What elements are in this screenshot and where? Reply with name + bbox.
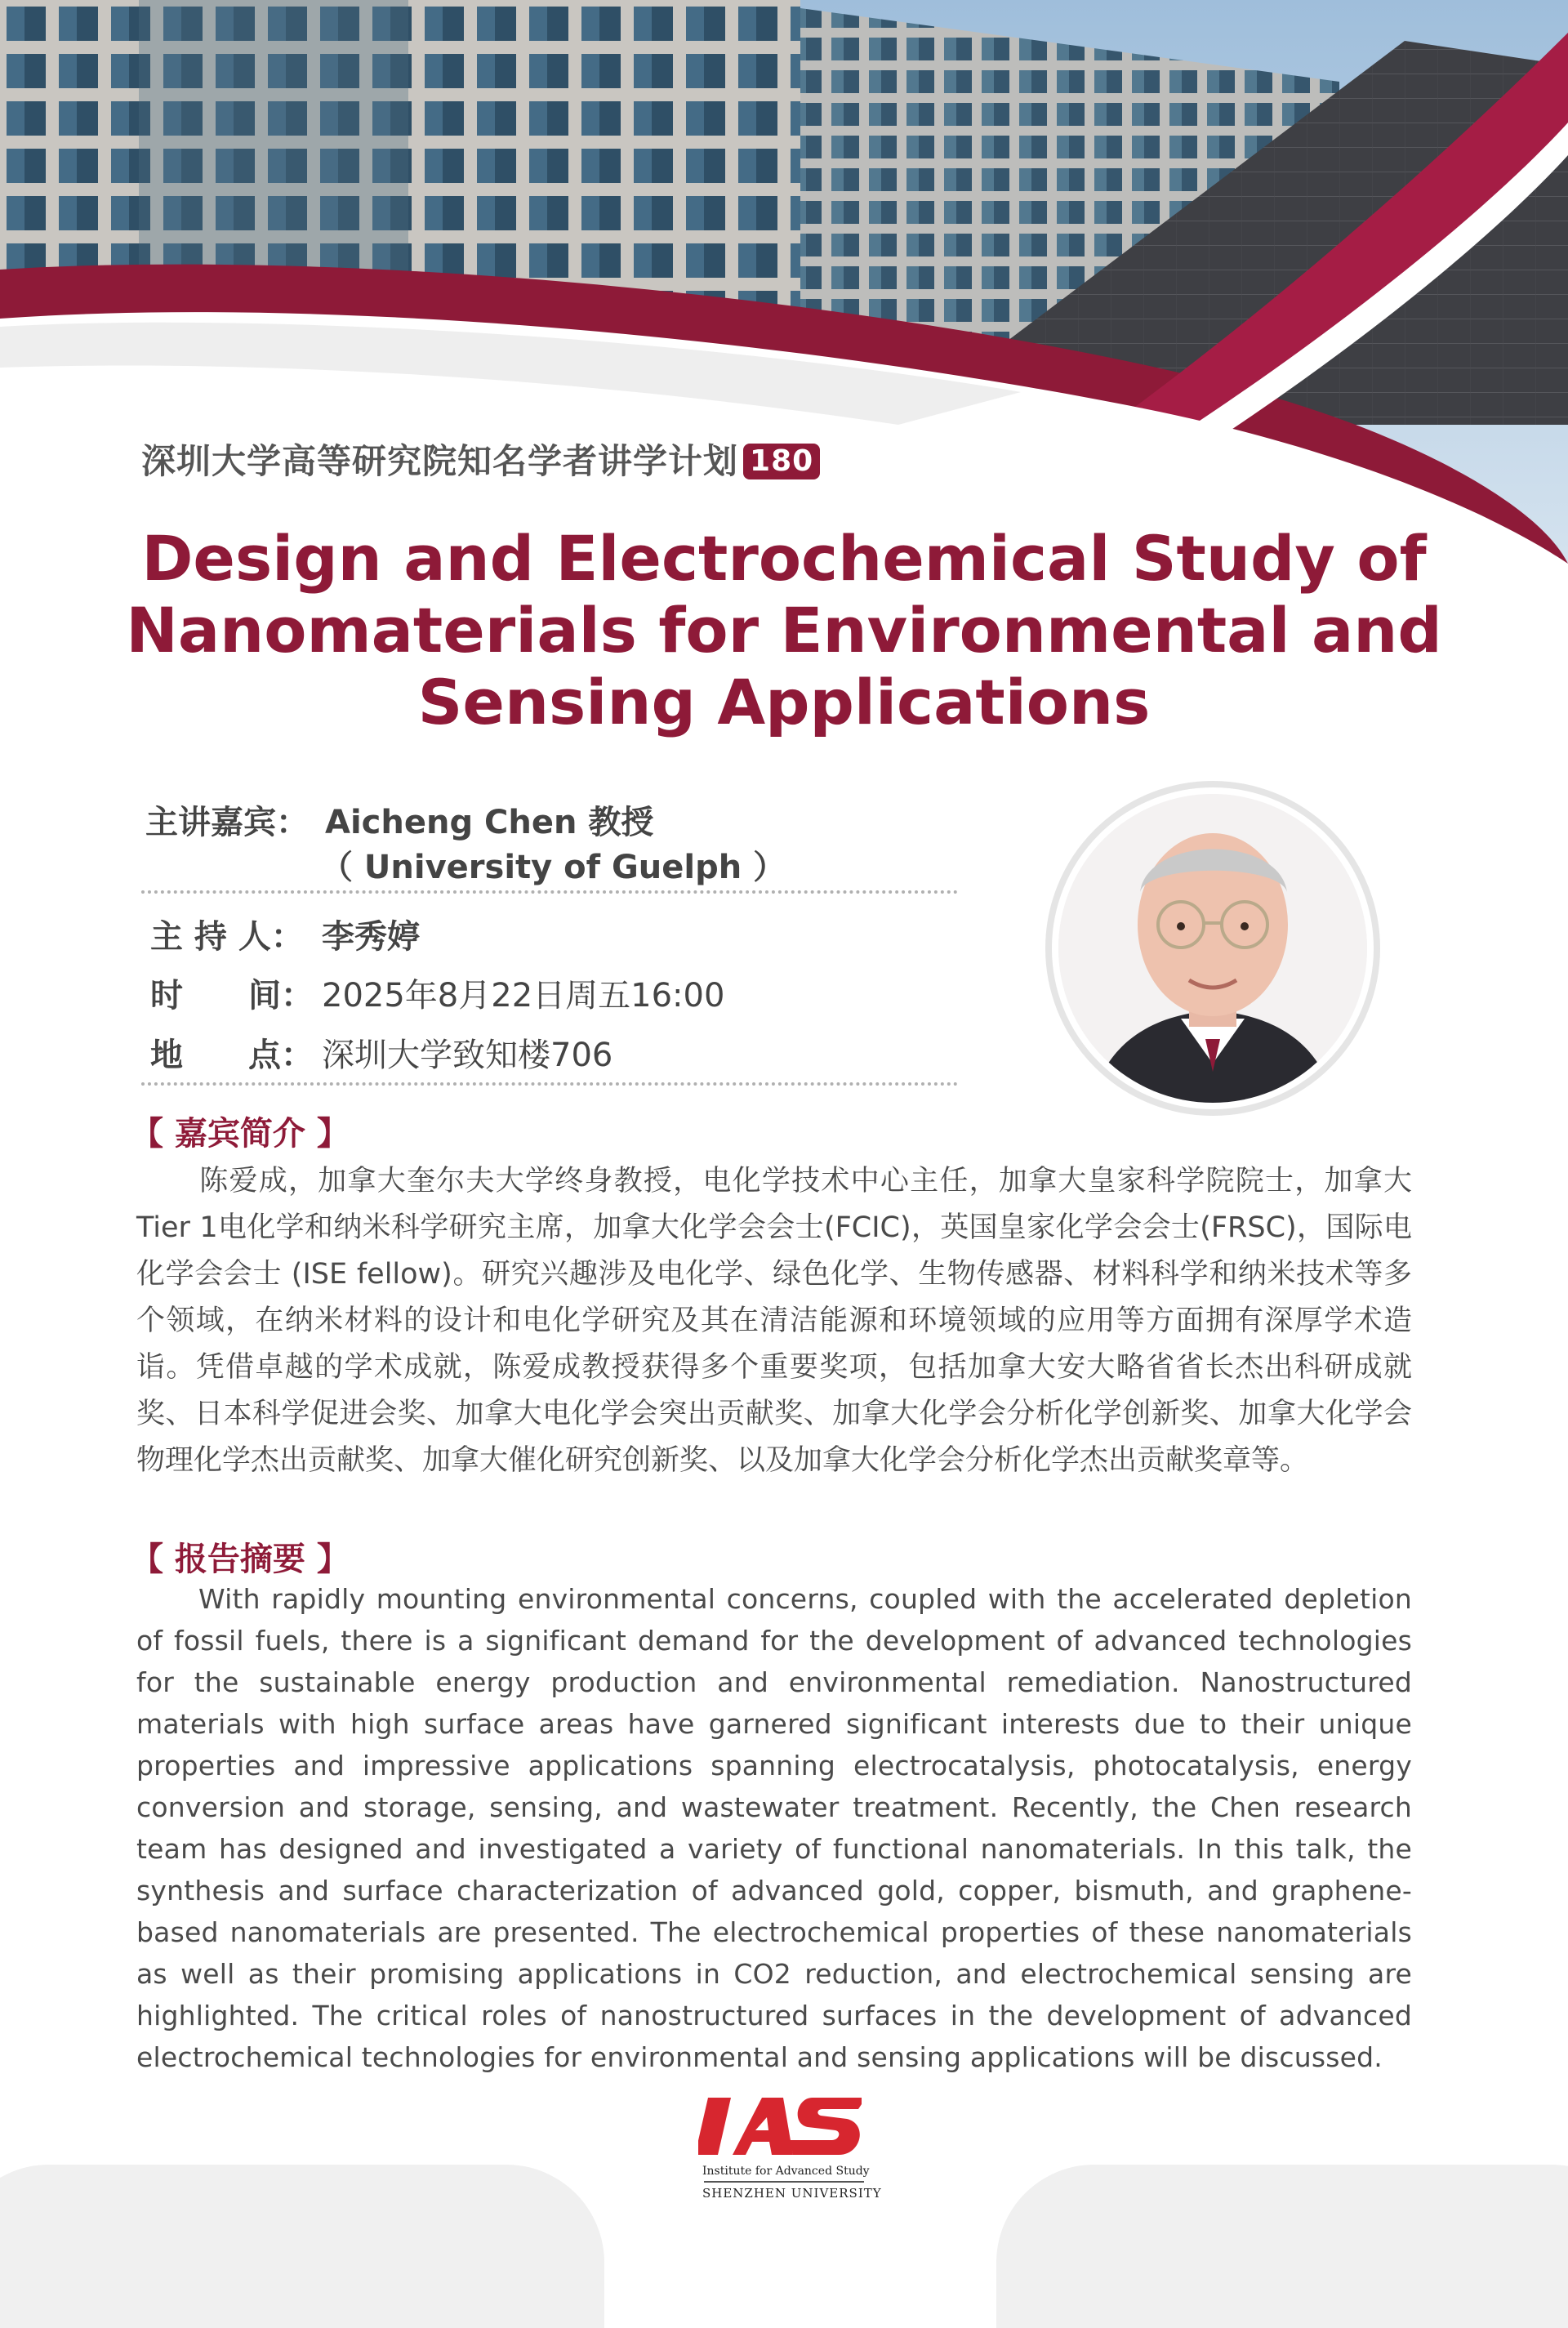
lecture-series-label	[141, 435, 820, 484]
time-label: 时 间：	[150, 977, 314, 1015]
logo-institute-name: Institute for Advanced Study	[702, 2165, 870, 2178]
title-line-1: Design and Electrochemical Study of	[141, 522, 1427, 595]
location-label: 地 点：	[150, 1037, 314, 1074]
speaker-affiliation: （ University of Guelph ）	[320, 849, 786, 886]
speaker-label: 主讲嘉宾：	[145, 804, 309, 841]
abstract-body: With rapidly mounting environmental concerns, coupled with the accelerated depletion of fossil fuels, there is a significant demand for the development of advanced technologies for the sustainable energy production and environmental remediation. Nanostructured materials with high surface areas have garnered significant interests due to their unique properties and impressive applications spanning electrocatalysis, photocatalysis, energy conversion and storage, sensing, and wastewater treatment. Recently, the Chen research team has designed and investigated a variety of functional nanomaterials. In this talk, the synthesis and surface characterization of advanced gold, copper, bismuth, and graphene-based nanomaterials are presented. The electrochemical properties of these nanomaterials as well as their promising applications in CO2 reduction, and electrochemical sensing are highlighted. The critical roles of nanostructured surfaces in the development of advanced electrochemical technologies for environmental and sensing applications will be discussed.	[136, 1583, 1412, 2073]
abstract-text	[136, 1578, 1412, 2078]
location-value: 深圳大学致知楼706	[322, 1037, 613, 1074]
title-line-2: Nanomaterials for Environmental and	[126, 594, 1442, 667]
logo-divider	[704, 2181, 864, 2183]
divider-top	[141, 890, 958, 894]
divider-bottom	[141, 1082, 958, 1086]
host-value: 李秀婷	[322, 918, 420, 956]
time-value: 2025年8月22日周五16:00	[322, 977, 725, 1015]
series-number-badge: 180	[743, 444, 820, 479]
lecture-title	[98, 523, 1470, 738]
bio-body: 陈爱成，加拿大奎尔夫大学终身教授，电化学技术中心主任，加拿大皇家科学院院士，加拿大Tier 1电化学和纳米科学研究主席，加拿大化学会会士(FCIC)，英国皇家化学会会士(FRSC)，国际电化学会会士 (ISE fellow)。研究兴趣涉及电化学、绿色化学、生物传感器、材料科学和纳米技术等多个领域，在纳米材料的设计和电化学研究及其在清洁能源和环境领域的应用等方面拥有深厚学术造诣。凭借卓越的学术成就，陈爱成教授获得多个重要奖项，包括加拿大安大略省省长杰出科研成就奖、日本科学促进会奖、加拿大电化学会突出贡献奖、加拿大化学会分析化学创新奖、加拿大化学会物理化学杰出贡献奖、加拿大催化研究创新奖、以及加拿大化学会分析化学杰出贡献奖章等。	[136, 1165, 1412, 1477]
abstract-heading: 【 报告摘要 】	[131, 1541, 350, 1578]
title-line-3: Sensing Applications	[417, 666, 1151, 738]
host-label: 主 持 人：	[150, 918, 304, 956]
bio-heading: 【 嘉宾简介 】	[131, 1115, 350, 1153]
speaker-portrait	[1058, 794, 1367, 1103]
building-photo	[0, 0, 1568, 572]
logo-university-name: SHENZHEN UNIVERSITY	[702, 2186, 882, 2201]
footer-left-shape	[0, 2165, 604, 2328]
speaker-name: Aicheng Chen 教授	[325, 804, 654, 841]
bio-text	[136, 1158, 1412, 1484]
footer-right-shape	[996, 2165, 1568, 2328]
series-name: 深圳大学高等研究院知名学者讲学计划	[141, 441, 739, 481]
